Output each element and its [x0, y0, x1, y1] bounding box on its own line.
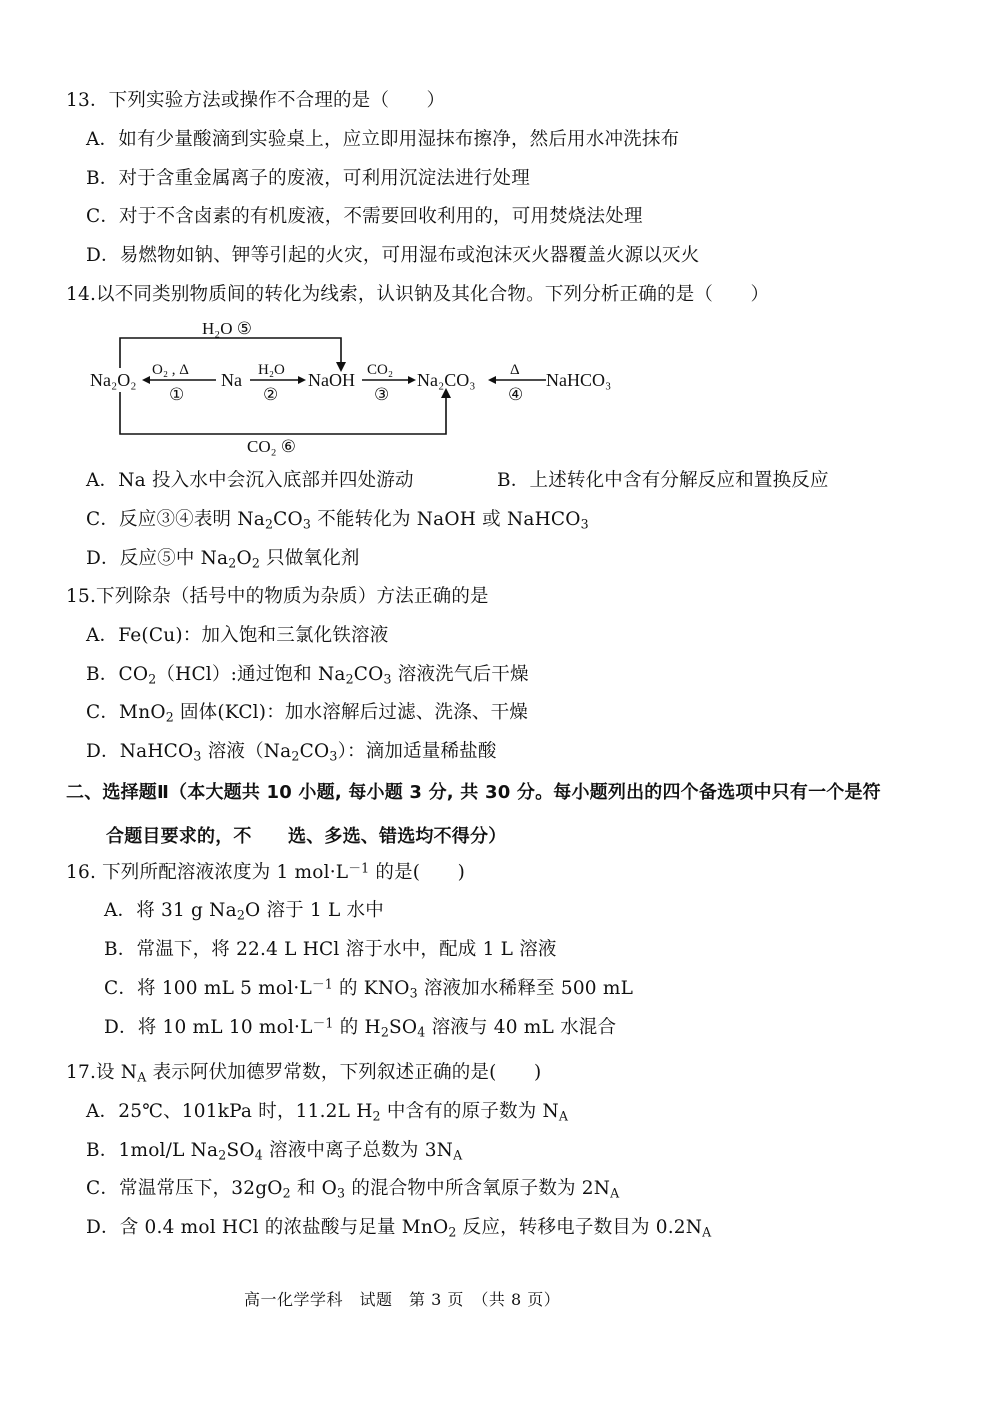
q14-option-c: C．反应③④表明 $Na_2CO_3$ 不能转化为 NaOH 或 NaHCO$_3$	[86, 509, 589, 532]
reaction-1-arrowhead	[142, 376, 150, 384]
q15-option-a: A．Fe(Cu)：加入饱和三氯化铁溶液	[86, 625, 389, 646]
q17-option-a: A．25℃、101kPa 时，11.2L $H_2$ 中含有的原子数为 $N_A$	[86, 1101, 569, 1124]
q15-stem: 15.下列除杂（括号中的物质为杂质）方法正确的是	[66, 586, 489, 607]
reaction-3-arrowhead	[408, 376, 416, 384]
q16-stem: 16. 下列所配溶液浓度为 1 $mol\cdot L^{-1}$ 的是( )	[66, 860, 466, 883]
page-footer: 高一化学学科 试题 第 3 页 （共 8 页）	[244, 1290, 561, 1309]
species-na2co3: Na₂CO₃	[417, 370, 476, 390]
species-nahco3: NaHCO₃	[546, 370, 612, 390]
q13-option-b: B．对于含重金属离子的废液，可利用沉淀法进行处理	[86, 168, 530, 189]
reaction-2-arrowhead	[298, 376, 306, 384]
q14-option-d: D．反应⑤中 $Na_2O_2$ 只做氧化剂	[86, 548, 360, 571]
q17-option-c: C．常温常压下，$32gO_2$ 和 $O_3$ 的混合物中所含氧原子数为 $2N_A$	[86, 1178, 620, 1201]
reaction-3-number: ③	[374, 385, 390, 404]
reaction-1-condition: O₂ , Δ	[152, 362, 189, 378]
reaction-4-condition: Δ	[510, 362, 520, 378]
q13-stem: 13．下列实验方法或操作不合理的是（ ）	[66, 90, 446, 111]
q14-option-b: B．上述转化中含有分解反应和置换反应	[497, 470, 829, 491]
q16-option-b: B．常温下，将 22.4 L HCl 溶于水中，配成 1 L 溶液	[104, 939, 557, 960]
q13-option-d: D．易燃物如钠、钾等引起的火灾，可用湿布或泡沫灭火器覆盖火源以灭火	[86, 245, 700, 266]
q16-option-d: D．将 10 mL 10 $mol\cdot L^{-1}$ 的 $H_2SO_4$ 溶液与 40 mL 水混合	[104, 1015, 617, 1040]
q13-option-a: A．如有少量酸滴到实验桌上，应立即用湿抹布擦净，然后用水冲洗抹布	[86, 129, 680, 150]
q14-stem: 14.以不同类别物质间的转化为线索，认识钠及其化合物。下列分析正确的是（ ）	[66, 284, 770, 305]
q13-option-c: C．对于不含卤素的有机废液，不需要回收利用的，可用焚烧法处理	[86, 206, 643, 227]
reaction-5-label: H₂O ⑤	[202, 319, 252, 338]
species-na2o2: Na₂O₂	[90, 370, 137, 390]
reaction-3-condition: CO₂	[367, 362, 394, 378]
section-2-heading-cont: 合题目要求的，不 选、多选、错选均不得分）	[106, 826, 507, 847]
reaction-2-condition: H₂O	[258, 362, 285, 378]
species-naoh: NaOH	[308, 370, 355, 390]
reaction-4-number: ④	[508, 385, 524, 404]
q15-option-d: D．NaHCO$_3$ 溶液$(Na_2CO_3)$：滴加适量稀盐酸	[86, 741, 497, 764]
reaction-2-number: ②	[263, 385, 279, 404]
species-na: Na	[221, 370, 242, 390]
q15-option-b: B．$CO_2(HCl)$:通过饱和 $Na_2CO_3$ 溶液洗气后干燥	[86, 664, 529, 687]
q17-option-b: B．1mol/L $Na_2SO_4$ 溶液中离子总数为 $3N_A$	[86, 1140, 463, 1163]
q17-stem: 17.设 $N_A$ 表示阿伏加德罗常数，下列叙述正确的是( )	[66, 1062, 542, 1085]
q15-option-c: C．MnO$_2$ 固体(KCl)：加水溶解后过滤、洗涤、干燥	[86, 702, 529, 725]
q16-option-a: A．将 31 g $Na_2O$ 溶于 1 L 水中	[104, 900, 384, 923]
reaction-1-number: ①	[169, 385, 185, 404]
sodium-conversion-diagram	[80, 312, 640, 462]
reaction-4-arrowhead	[488, 376, 496, 384]
q17-option-d: D．含 0.4 mol HCl 的浓盐酸与足量 MnO$_2$ 反应，转移电子数目为 $0.2N_A$	[86, 1217, 712, 1240]
q14-option-a: A．Na 投入水中会沉入底部并四处游动	[86, 470, 414, 491]
section-2-heading: 二、选择题Ⅱ（本大题共 10 小题, 每小题 3 分, 共 30 分。每小题列出的四个备选项中只有一个是符	[66, 782, 881, 803]
reaction-6-label: CO₂ ⑥	[247, 437, 297, 456]
q16-option-c: C．将 100 mL 5 $mol\cdot L^{-1}$ 的 $KNO_3$ 溶液加水稀释至 500 mL	[104, 976, 634, 1001]
